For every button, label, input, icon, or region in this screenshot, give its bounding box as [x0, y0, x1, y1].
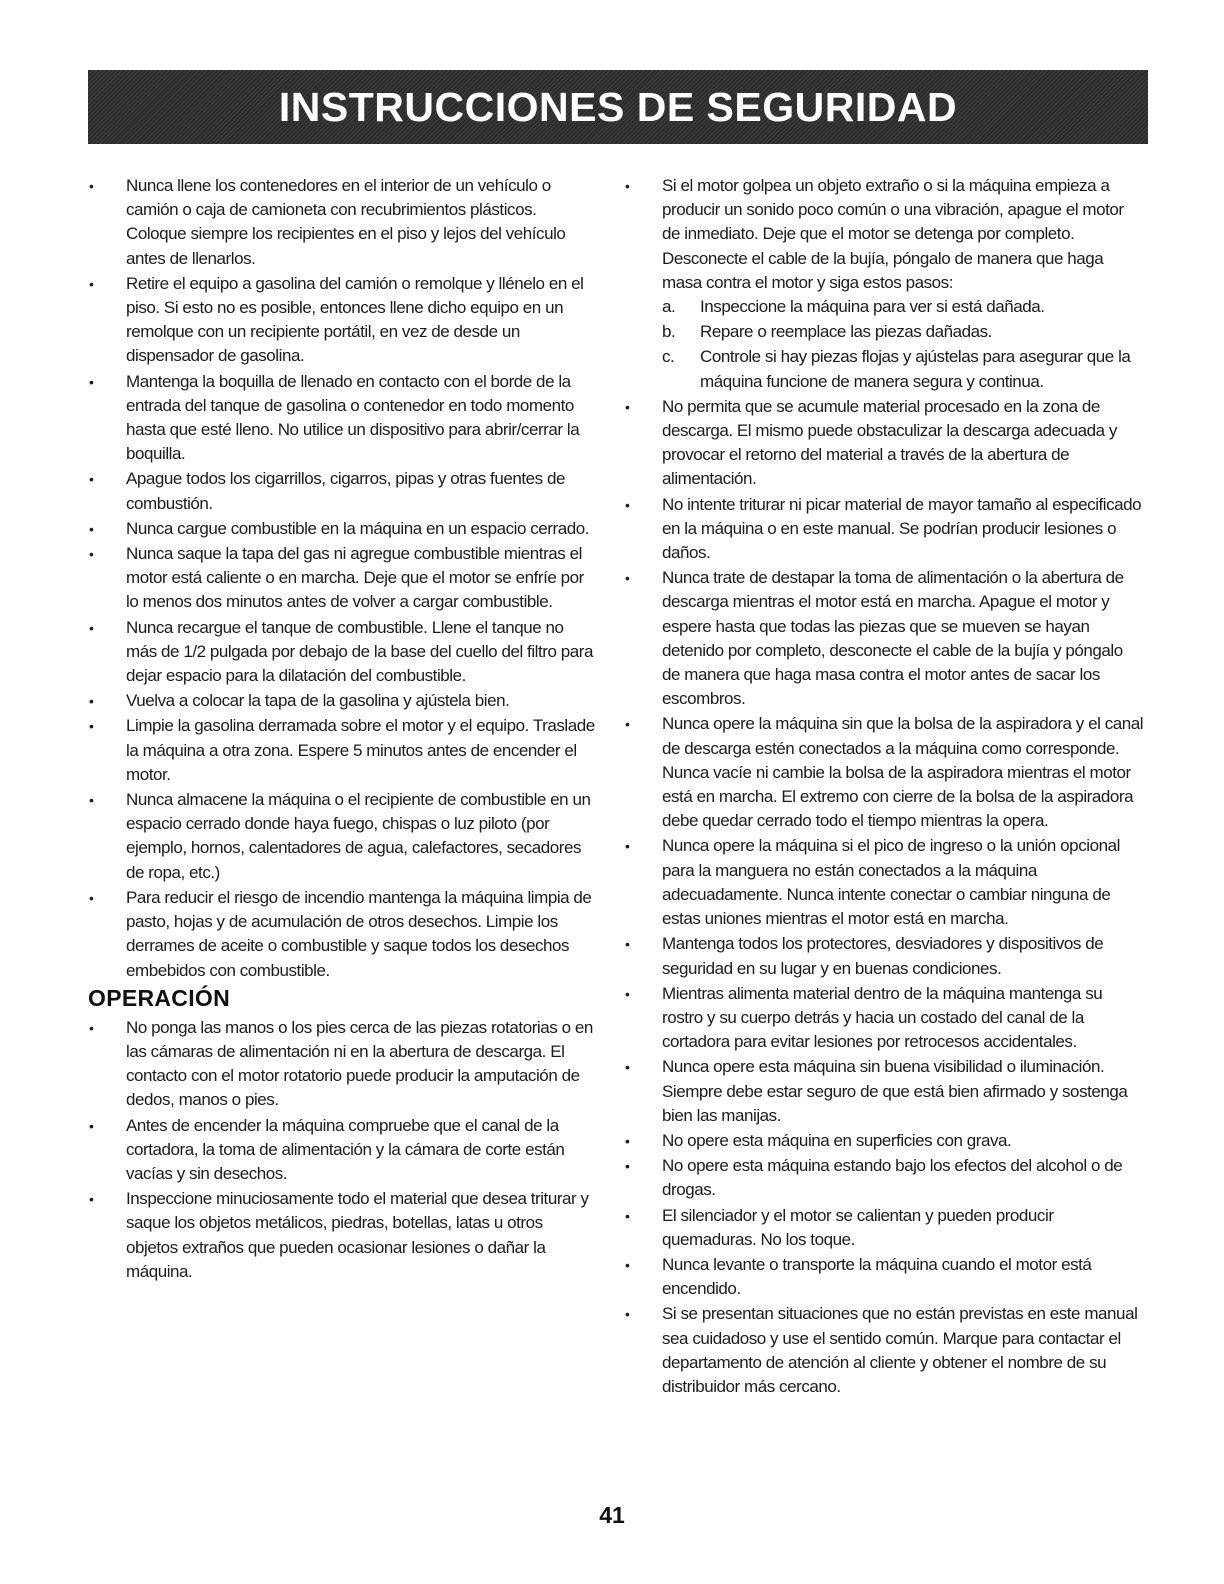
operacion-list: [88, 1016, 598, 1284]
list-item: • Nunca llene los contenedores en el interior de un vehículo o camión o caja de camioneta con recubrimientos plásticos. Coloque siempre los recipientes en el piso y lejos del vehículo antes de llenarlos.: [88, 174, 598, 271]
list-item: • Vuelva a colocar la tapa de la gasolina y ajústela bien.: [88, 689, 598, 713]
step-letter: c.: [662, 347, 675, 367]
step-text: Controle si hay piezas flojas y ajústelas para asegurar que la máquina funcione de manera segura y continua.: [700, 347, 1131, 391]
list-item: • Retire el equipo a gasolina del camión o remolque y llénelo en el piso. Si esto no es posible, entonces llene dicho equipo en un remolque con un recipiente portátil, en vez de desde un dispensador de gasolina.: [88, 272, 598, 369]
list-item: • Nunca opere la máquina si el pico de ingreso o la unión opcional para la manguera no están conectados a la máquina adecuadamente. Nunca intente conectar o cambiar ninguna de estas uniones mientras el motor está en marcha.: [624, 834, 1144, 931]
list-item: • Nunca recargue el tanque de combustible. Llene el tanque no más de 1/2 pulgada por debajo de la base del cuello del filtro para dejar espacio para la dilatación del combustible.: [88, 616, 598, 689]
section-banner: [88, 70, 1148, 144]
step-text: Repare o reemplace las piezas dañadas.: [700, 322, 992, 342]
right-column: [624, 174, 1144, 1400]
list-item-text: Si el motor golpea un objeto extraño o si la máquina empieza a producir un sonido poco común o una vibración, apague el motor de inmediato. Deje que el motor se detenga por completo. Desconecte el cable de la bujía, póngalo de manera que haga masa contra el motor y siga estos pasos:: [662, 176, 1124, 292]
list-item: • Antes de encender la máquina compruebe que el canal de la cortadora, la toma de alimentación y la cámara de corte están vacías y sin desechos.: [88, 1114, 598, 1187]
list-item: • Nunca trate de destapar la toma de alimentación o la abertura de descarga mientras el motor está en marcha. Apague el motor y espere hasta que todas las piezas que se mueven se hayan detenido por completo, desconecte el cable de la bujía y póngalo de manera que haga masa contra el motor antes de sacar los escombros.: [624, 566, 1144, 711]
list-item: • Nunca cargue combustible en la máquina en un espacio cerrado.: [88, 517, 598, 541]
list-item: • No intente triturar ni picar material de mayor tamaño al especificado en la máquina o en este manual. Se podrían producir lesiones o daños.: [624, 493, 1144, 566]
list-item: • Limpie la gasolina derramada sobre el motor y el equipo. Traslade la máquina a otra zona. Espere 5 minutos antes de encender el motor.: [88, 714, 598, 787]
step-letter: a.: [662, 297, 676, 317]
list-item: • Nunca opere esta máquina sin buena visibilidad o iluminación. Siempre debe estar seguro de que está bien afirmado y sostenga bien las manijas.: [624, 1055, 1144, 1128]
safety-list-left: [88, 174, 598, 983]
operacion-heading: OPERACIÓN: [88, 984, 230, 1011]
step-letter: b.: [662, 322, 676, 342]
list-item: • Nunca almacene la máquina o el recipiente de combustible en un espacio cerrado donde haya fuego, chispas o luz piloto (por ejemplo, hornos, calentadores de agua, calefactores, secadores de ropa, etc.): [88, 788, 598, 885]
page-title: INSTRUCCIONES DE SEGURIDAD: [278, 83, 958, 130]
step-item: [662, 320, 1144, 344]
left-column: [88, 174, 598, 1285]
list-item: • Para reducir el riesgo de incendio mantenga la máquina limpia de pasto, hojas y de acumulación de otros desechos. Limpie los derrames de aceite o combustible y saque todos los desechos embebidos con combustible.: [88, 886, 598, 983]
page-number: 41: [599, 1502, 625, 1528]
list-item: • Inspeccione minuciosamente todo el material que desea triturar y saque los objetos metálicos, piedras, botellas, latas u otros objetos extraños que pueden ocasionar lesiones o dañar la máquina.: [88, 1187, 598, 1284]
list-item: • Mantenga la boquilla de llenado en contacto con el borde de la entrada del tanque de gasolina o contenedor en todo momento hasta que esté lleno. No utilice un dispositivo para abrir/cerrar la boquilla.: [88, 370, 598, 467]
list-item: • Nunca levante o transporte la máquina cuando el motor está encendido.: [624, 1253, 1144, 1301]
safety-list-right: [624, 174, 1144, 1399]
step-text: Inspeccione la máquina para ver si está dañada.: [700, 297, 1045, 317]
list-item: • Mantenga todos los protectores, desviadores y dispositivos de seguridad en su lugar y en buenas condiciones.: [624, 932, 1144, 980]
steps-list: [662, 295, 1144, 394]
list-item: • No ponga las manos o los pies cerca de las piezas rotatorias o en las cámaras de alimentación ni en la abertura de descarga. El contacto con el motor rotatorio puede producir la amputación de dedos, manos o pies.: [88, 1016, 598, 1113]
list-item: • No opere esta máquina estando bajo los efectos del alcohol o de drogas.: [624, 1154, 1144, 1202]
list-item: • Nunca saque la tapa del gas ni agregue combustible mientras el motor está caliente o en marcha. Deje que el motor se enfríe por lo menos dos minutos antes de volver a cargar combustible.: [88, 542, 598, 615]
list-item: • Mientras alimenta material dentro de la máquina mantenga su rostro y su cuerpo detrás y hacia un costado del canal de la cortadora para evitar lesiones por retrocesos accidentales.: [624, 982, 1144, 1055]
list-item: • Si se presentan situaciones que no están previstas en este manual sea cuidadoso y use el sentido común. Marque para contactar el departamento de atención al cliente y obtener el nombre de su distribuidor más cercano.: [624, 1302, 1144, 1399]
list-item: [624, 174, 1144, 394]
list-item: • Apague todos los cigarrillos, cigarros, pipas y otras fuentes de combustión.: [88, 467, 598, 515]
list-item: • No permita que se acumule material procesado en la zona de descarga. El mismo puede obstaculizar la descarga adecuada y provocar el retorno del material a través de la abertura de alimentación.: [624, 395, 1144, 492]
step-item: [662, 295, 1144, 319]
list-item: • No opere esta máquina en superficies con grava.: [624, 1129, 1144, 1153]
list-item: • Nunca opere la máquina sin que la bolsa de la aspiradora y el canal de descarga estén conectados a la máquina como corresponde. Nunca vacíe ni cambie la bolsa de la aspiradora mientras el motor está en marcha. El extremo con cierre de la bolsa de la aspiradora debe quedar cerrado todo el tiempo mientras la opera.: [624, 712, 1144, 833]
step-item: [662, 345, 1144, 393]
list-item: • El silenciador y el motor se calientan y pueden producir quemaduras. No los toque.: [624, 1204, 1144, 1252]
